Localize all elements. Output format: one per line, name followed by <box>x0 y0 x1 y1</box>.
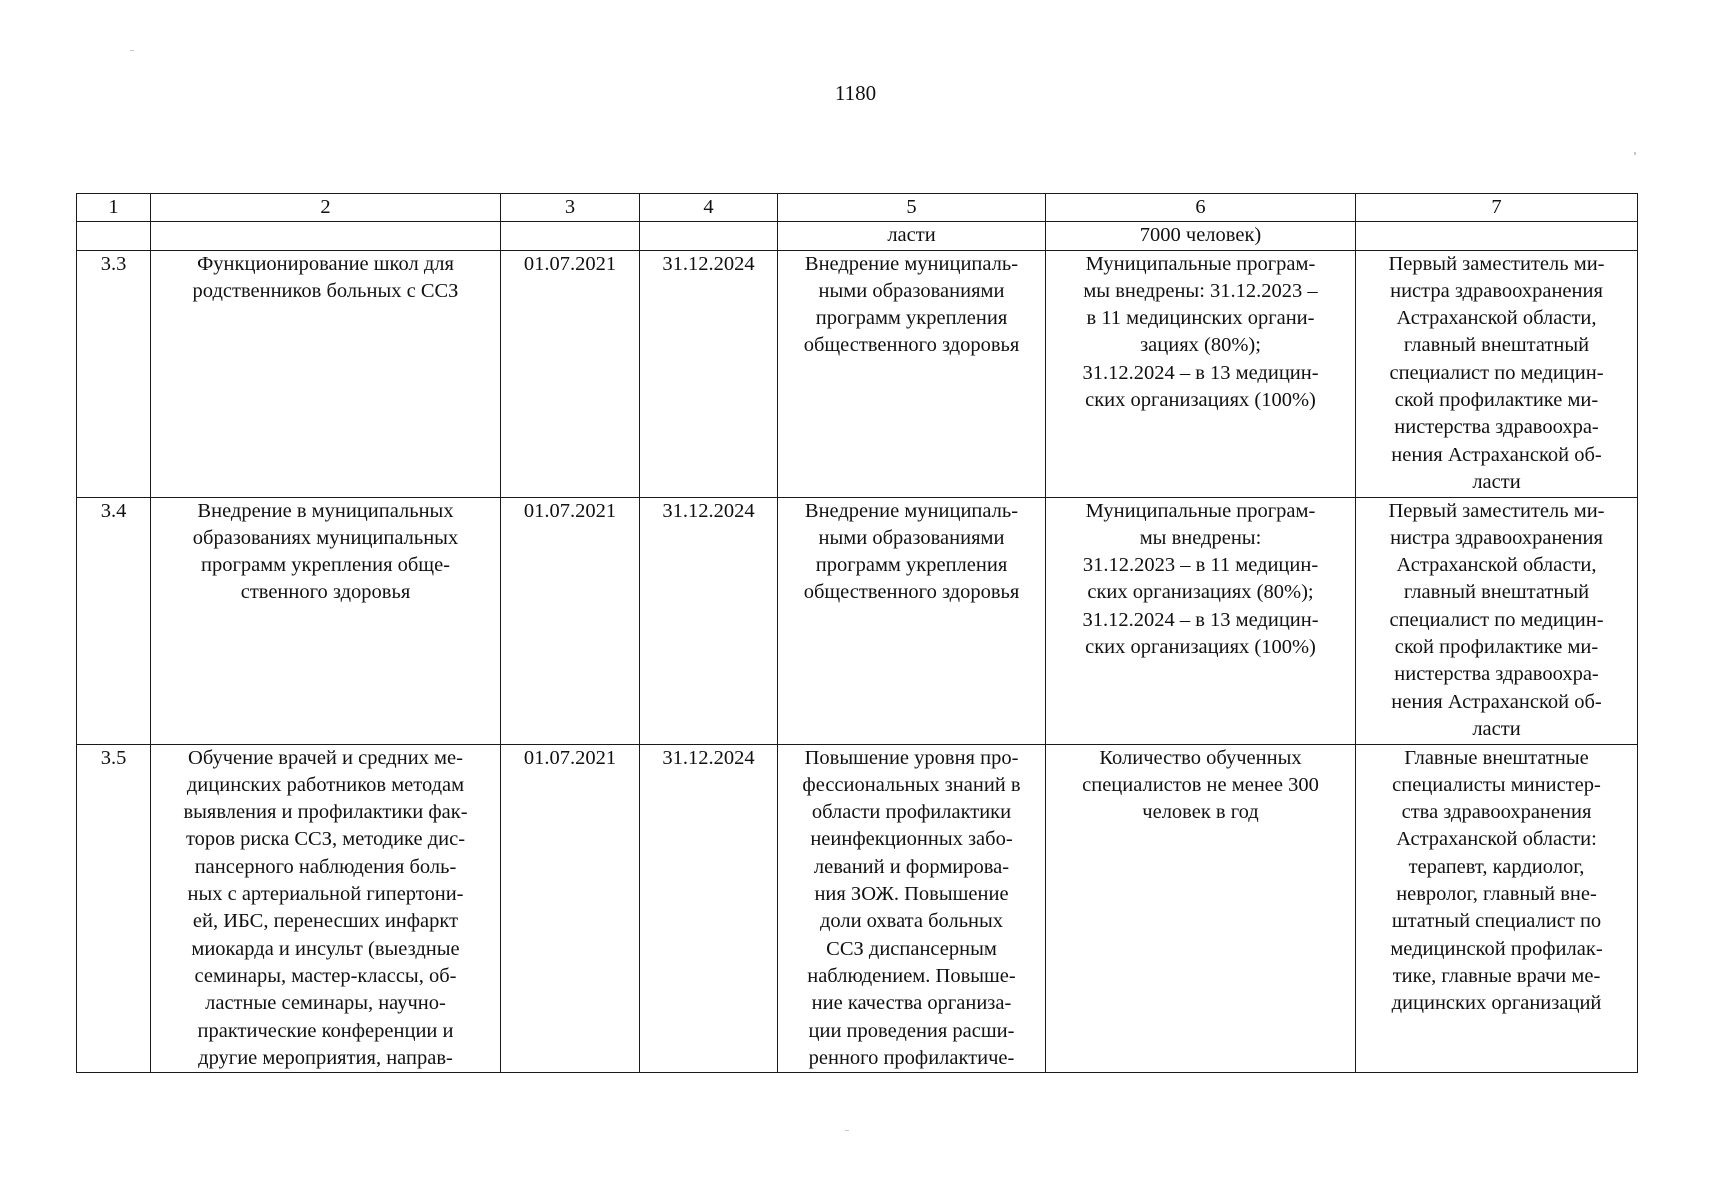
indicator: Муниципальные програм- мы внедрены: 31.12.2023 – в 11 медицин- ских организациях (80%); 31.12.2024 – в 13 медицин- ских организациях (100%) <box>1046 497 1356 744</box>
row-number: 3.4 <box>77 497 151 744</box>
page-number: 1180 <box>834 81 877 105</box>
column-number: 3 <box>501 194 640 222</box>
expected-result: Внедрение муниципаль- ными образованиями программ укрепления общественного здоровья <box>778 497 1046 744</box>
column-number-row <box>77 194 1638 222</box>
table-row <box>77 744 1638 1073</box>
column-number: 4 <box>640 194 778 222</box>
table-row <box>77 250 1638 497</box>
expected-result: Внедрение муниципаль- ными образованиями программ укрепления общественного здоровья <box>778 250 1046 497</box>
continuation-row <box>77 222 1638 250</box>
continuation-cell: ласти <box>778 222 1046 250</box>
column-number: 1 <box>77 194 151 222</box>
indicator: Количество обученных специалистов не менее 300 человек в год <box>1046 744 1356 1073</box>
plan-table <box>76 193 1638 1073</box>
event-name: Обучение врачей и средних ме- дицинских работников методам выявления и профилактики фак- торов риска ССЗ, методике дис- пансерного наблюдения боль- ных с артериальной гипертони- ей, ИБС, перенесших инфаркт миокарда и инсульт (выездные семинары, мастер-классы, об- ластные семинары, научно- практические конференции и другие мероприятия, направ- <box>151 744 501 1073</box>
column-number: 7 <box>1356 194 1638 222</box>
scan-speck <box>1634 152 1636 155</box>
responsible: Первый заместитель ми- нистра здравоохранения Астраханской области, главный внештатный специалист по медицин- ской профилактике ми- нистерства здравоохра- нения Астраханской об- ласти <box>1356 250 1638 497</box>
start-date: 01.07.2021 <box>501 744 640 1073</box>
end-date: 31.12.2024 <box>640 250 778 497</box>
column-number: 5 <box>778 194 1046 222</box>
row-number: 3.3 <box>77 250 151 497</box>
event-name: Внедрение в муниципальных образованиях муниципальных программ укрепления обще- ственного здоровья <box>151 497 501 744</box>
responsible: Первый заместитель ми- нистра здравоохранения Астраханской области, главный внештатный специалист по медицин- ской профилактике ми- нистерства здравоохра- нения Астраханской об- ласти <box>1356 497 1638 744</box>
continuation-cell <box>501 222 640 250</box>
start-date: 01.07.2021 <box>501 497 640 744</box>
continuation-cell <box>1356 222 1638 250</box>
column-number: 6 <box>1046 194 1356 222</box>
end-date: 31.12.2024 <box>640 497 778 744</box>
table-row <box>77 497 1638 744</box>
start-date: 01.07.2021 <box>501 250 640 497</box>
column-number: 2 <box>151 194 501 222</box>
event-name: Функционирование школ для родственников больных с ССЗ <box>151 250 501 497</box>
indicator: Муниципальные програм- мы внедрены: 31.12.2023 – в 11 медицинских органи- зациях (80%); 31.12.2024 – в 13 медицин- ских организациях (100%) <box>1046 250 1356 497</box>
continuation-cell: 7000 человек) <box>1046 222 1356 250</box>
continuation-cell <box>77 222 151 250</box>
row-number: 3.5 <box>77 744 151 1073</box>
continuation-cell <box>640 222 778 250</box>
scan-speck <box>845 1130 849 1131</box>
scan-speck <box>130 50 134 51</box>
end-date: 31.12.2024 <box>640 744 778 1073</box>
expected-result: Повышение уровня про- фессиональных знаний в области профилактики неинфекционных забо- леваний и формирова- ния ЗОЖ. Повышение доли охвата больных ССЗ диспансерным наблюдением. Повыше- ние качества организа- ции проведения расши- ренного профилактиче- <box>778 744 1046 1073</box>
responsible: Главные внештатные специалисты министер- ства здравоохранения Астраханской области: терапевт, кардиолог, невролог, главный вне- штатный специалист по медицинской профилак- тике, главные врачи ме- дицинских организаций <box>1356 744 1638 1073</box>
continuation-cell <box>151 222 501 250</box>
